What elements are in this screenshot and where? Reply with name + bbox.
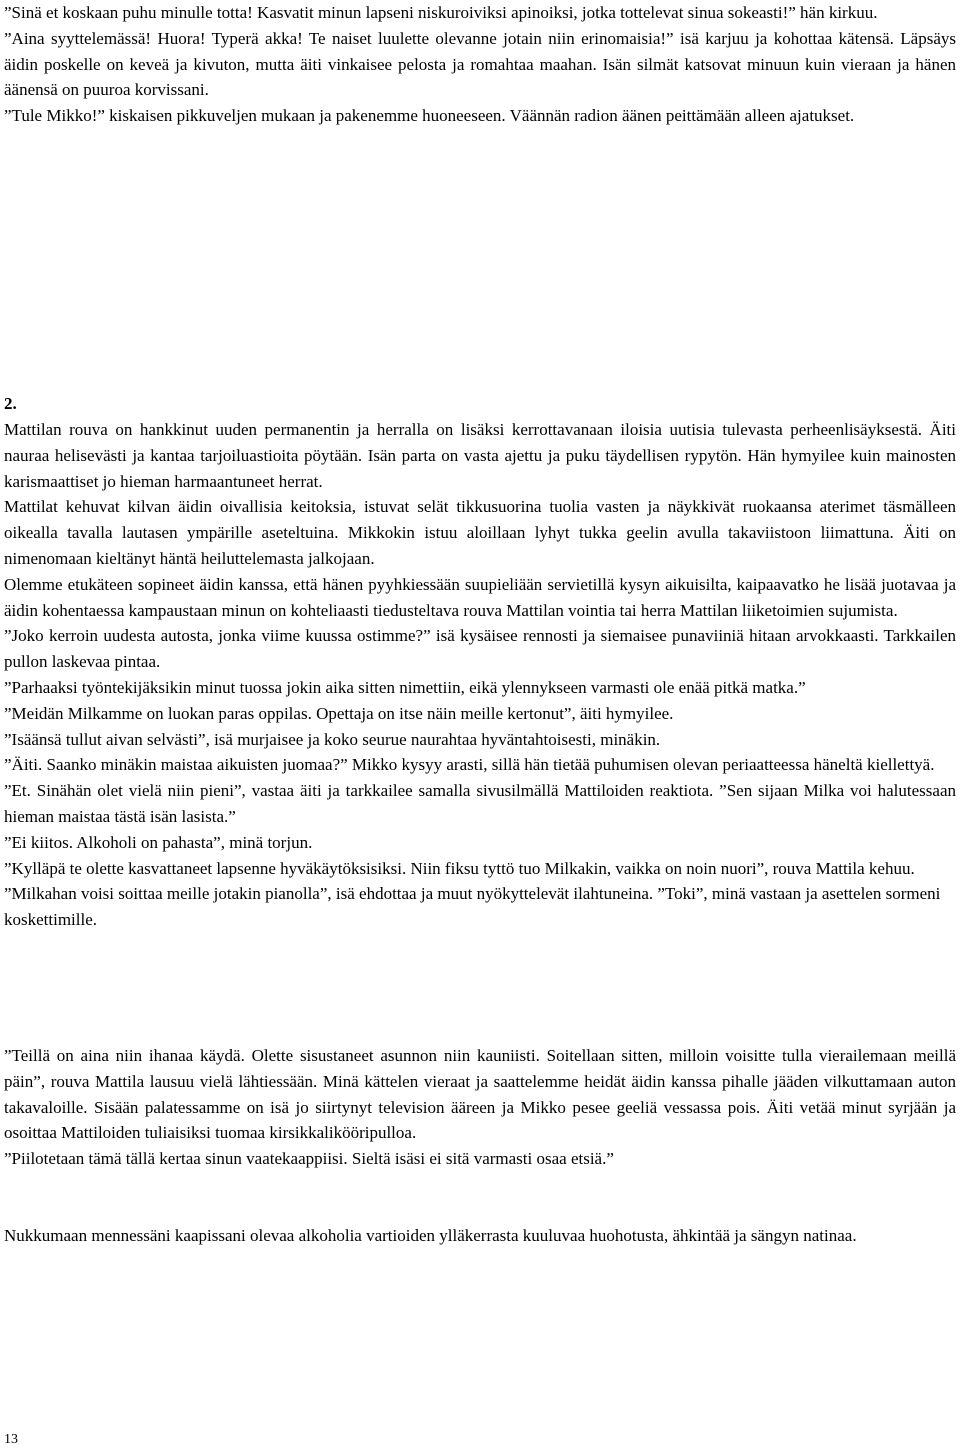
section-2 [4, 417, 956, 933]
section-1 [4, 0, 956, 129]
paragraph: ”Isäänsä tullut aivan selvästi”, isä murjaisee ja koko seurue naurahtaa hyväntahtoisesti, minäkin. [4, 729, 661, 749]
paragraph: ”Tule Mikko!” kiskaisen pikkuveljen mukaan ja pakenemme huoneeseen. Väännän radion äänen peittämään alleen ajatukset. [4, 106, 855, 126]
paragraph: ”Milkahan voisi soittaa meille jotakin pianolla”, isä ehdottaa ja muut nyökyttelevät ilahtuneina. ”Toki”, minä vastaan ja asettelen sormeni koskettimille. [4, 884, 941, 930]
paragraph: ”Äiti. Saanko minäkin maistaa aikuisten juomaa?” Mikko kysyy arasti, sillä hän tietää puhumisen olevan periaatteessa häneltä kiellettyä. [4, 755, 935, 775]
paragraph: Mattilan rouva on hankkinut uuden permanentin ja herralla on lisäksi kerrottavanaan iloisia uutisia tulevasta perheenlisäyksestä. Äiti nauraa helisevästi ja kantaa tarjoiluastioita pöytään. Isän parta on vasta ajettu ja puku täydellisen rypytön. Hän hymyilee kuin mainosten karismaattiset jo hieman harmaantuneet herrat. [4, 420, 956, 491]
section-3 [4, 1043, 956, 1172]
section-4 [4, 1223, 857, 1249]
paragraph: ”Kylläpä te olette kasvattaneet lapsenne hyväkäytöksisiksi. Niin fiksu tyttö tuo Milkakin, vaikka on noin nuori”, rouva Mattila kehuu. [4, 858, 915, 878]
paragraph: Nukkumaan mennessäni kaapissani olevaa alkoholia vartioiden ylläkerrasta kuuluvaa huohotusta, ähkintää ja sängyn natinaa. [4, 1226, 857, 1245]
paragraph: ”Piilotetaan tämä tällä kertaa sinun vaatekaappiisi. Sieltä isäsi ei sitä varmasti osaa etsiä.” [4, 1149, 614, 1169]
paragraph: ”Ei kiitos. Alkoholi on pahasta”, minä torjun. [4, 832, 313, 852]
chapter-heading: 2. [4, 394, 17, 413]
paragraph: ”Sinä et koskaan puhu minulle totta! Kasvatit minun lapseni niskuroiviksi apinoiksi, jotka tottelevat sinua sokeasti!” hän kirkuu. [4, 3, 878, 22]
page-number: 13 [4, 1432, 18, 1447]
paragraph: Olemme etukäteen sopineet äidin kanssa, että hänen pyyhkiessään suupieliään servietillä kysyn aikuisilta, kaipaavatko he lisää juotavaa ja äidin kohentaessa kampaustaan minun on kohteliaasti tiedusteltava rouva Mattilan vointia tai herra Mattilan liiketoimien sujumista. [4, 574, 956, 620]
paragraph: ”Teillä on aina niin ihanaa käydä. Olette sisustaneet asunnon niin kauniisti. Soitellaan sitten, milloin voisitte tulla vierailemaan meillä päin”, rouva Mattila lausuu vielä lähtiessään. Minä kättelen vieraat ja saattelemme heidät äidin kanssa pihalle jääden vilkuttamaan auton takavaloille. Sisään palatessamme on isä jo siirtynyt television ääreen ja Mikko pesee geeliä vessassa pois. Äiti vetää minut syrjään ja osoittaa Mattiloiden tuliaisiksi tuomaa kirsikkalikööripulloa. [4, 1046, 956, 1143]
paragraph: ”Aina syyttelemässä! Huora! Typerä akka! Te naiset luulette olevanne jotain niin erinomaisia!” isä karjuu ja kohottaa kätensä. Läpsäys äidin poskelle on keveä ja kivuton, mutta äiti vinkaisee pelosta ja romahtaa maahan. Isän silmät katsovat minuun kuin vieraan ja hänen äänensä on puuroa korvissani. [4, 28, 956, 100]
paragraph: ”Joko kerroin uudesta autosta, jonka viime kuussa ostimme?” isä kysäisee rennosti ja siemaisee punaviiniä hitaan arvokkaasti. Tarkkailen pullon laskevaa pintaa. [4, 626, 956, 672]
paragraph: Mattilat kehuvat kilvan äidin oivallisia keitoksia, istuvat selät tikkusuorina tuolia vasten ja näykkivät ruokaansa aterimet täsmälleen oikealla tavalla lautasen ympärille aseteltuina. Mikkokin istuu aloillaan lyhyt tukka geelin avulla takaviistoon liimattuna. Äiti on nimenomaan kieltänyt häntä heiluttelemasta jalkojaan. [4, 497, 956, 568]
paragraph: ”Parhaaksi työntekijäksikin minut tuossa jokin aika sitten nimettiin, eikä ylennykseen varmasti ole enää pitkä matka.” [4, 677, 806, 697]
paragraph: ”Et. Sinähän olet vielä niin pieni”, vastaa äiti ja tarkkailee samalla sivusilmällä Mattiloiden reaktiota. ”Sen sijaan Milka voi halutessaan hieman maistaa tästä isän lasista.” [4, 781, 956, 826]
paragraph: ”Meidän Milkamme on luokan paras oppilas. Opettaja on itse näin meille kertonut”, äiti hymyilee. [4, 703, 674, 723]
